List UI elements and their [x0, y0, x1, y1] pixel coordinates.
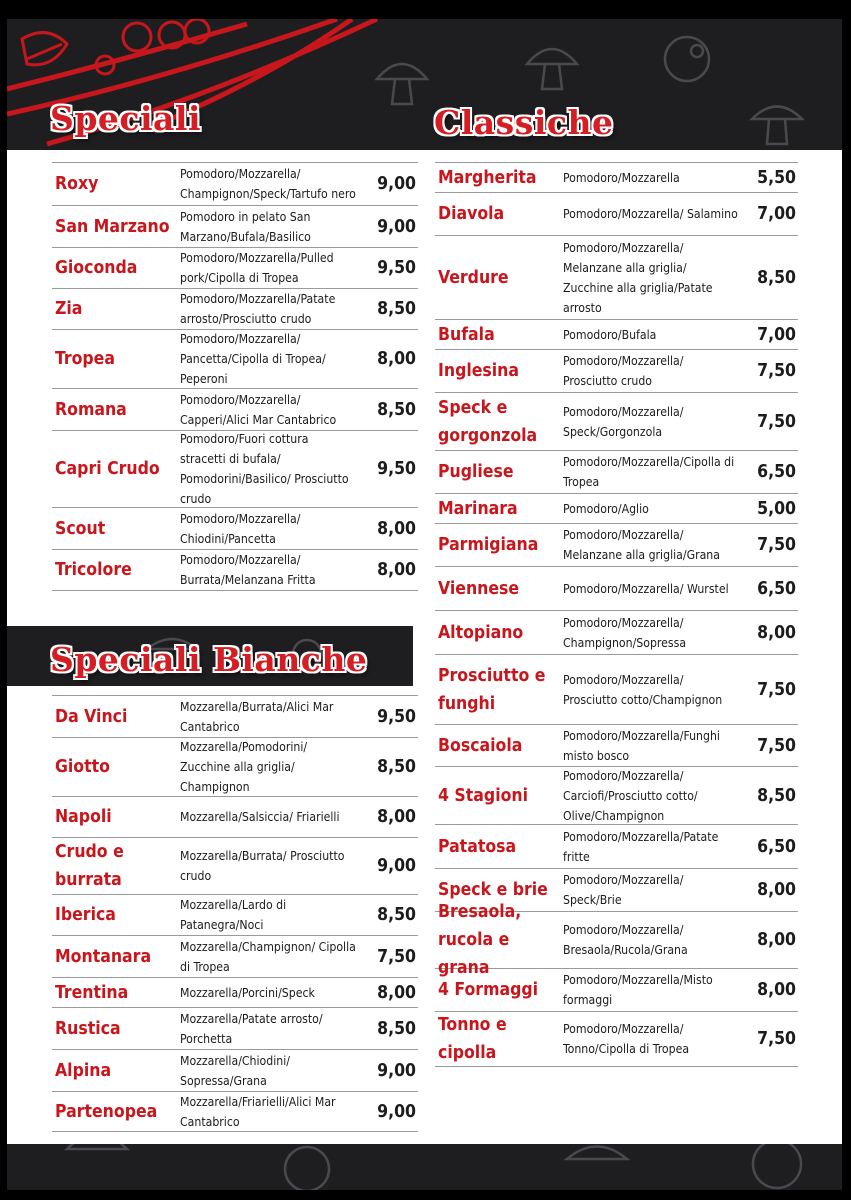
pizza-price: 9,50: [377, 258, 416, 278]
pizza-price: 8,00: [377, 982, 416, 1003]
menu-row: [52, 695, 418, 737]
pizza-name: Tonno e cipolla: [438, 1015, 507, 1063]
pizza-name: Bufala: [438, 324, 495, 345]
pizza-price: 5,00: [757, 498, 796, 519]
pizza-name: Roxy: [55, 174, 99, 194]
pizza-price: 6,50: [757, 836, 796, 857]
menu-row: [52, 247, 418, 288]
pizza-name: Napoli: [55, 807, 112, 827]
speciali-list: [52, 162, 418, 591]
pizza-ingredients: Pomodoro/Mozzarella/ Prosciutto cotto/Champignon: [563, 672, 723, 707]
pizza-ingredients: Pomodoro/Mozzarella/ Speck/Gorgonzola: [563, 404, 684, 439]
pizza-name: Marinara: [438, 498, 518, 519]
pizza-ingredients: Pomodoro/Mozzarella/ Pancetta/Cipolla di Tropea/ Peperoni: [180, 332, 326, 386]
pizza-name: Romana: [55, 399, 127, 420]
menu-row: [52, 1091, 418, 1132]
pizza-name: Giotto: [55, 757, 111, 777]
pizza-ingredients: Pomodoro/Bufala: [563, 327, 657, 342]
pizza-ingredients: Pomodoro/Mozzarella/ Capperi/Alici Mar Cantabrico: [180, 392, 337, 427]
menu-row: [52, 1007, 418, 1049]
menu-row: [435, 610, 798, 654]
pizza-ingredients: Pomodoro/Mozzarella/ Melanzane alla griglia/ Zucchine alla griglia/Patate arrosto: [563, 240, 713, 315]
pizza-name: Boscaiola: [438, 735, 523, 756]
pizza-price: 8,50: [377, 757, 416, 777]
pizza-ingredients: Pomodoro/Mozzarella/Pulled pork/Cipolla di Tropea: [180, 251, 334, 285]
pizza-name: Inglesina: [438, 361, 520, 381]
pizza-ingredients: Pomodoro/Mozzarella/ Carciofi/Prosciutto cotto/ Olive/Champignon: [563, 768, 698, 823]
menu-row: [52, 205, 418, 247]
tomato-slices-icon: [96, 19, 209, 74]
menu-row: [435, 654, 798, 724]
menu-row: [52, 388, 418, 430]
pizza-name: Altopiano: [438, 622, 524, 643]
pizza-price: 8,00: [377, 349, 416, 369]
pizza-name: Gioconda: [55, 258, 138, 278]
pizza-name: Diavola: [438, 204, 505, 224]
pizza-name: Montanara: [55, 946, 152, 967]
menu-row: [52, 507, 418, 549]
pizza-name: Zia: [55, 299, 83, 319]
pizza-ingredients: Pomodoro/Mozzarella/ Prosciutto crudo: [563, 354, 684, 388]
pizza-price: 7,50: [757, 411, 796, 432]
pizza-price: 8,50: [377, 1018, 416, 1039]
pizza-price: 8,00: [377, 807, 416, 827]
pizza-ingredients: Mozzarella/Friarielli/Alici Mar Cantabrico: [180, 1094, 336, 1129]
pizza-ingredients: Mozzarella/Salsiccia/ Friarielli: [180, 810, 340, 824]
pizza-name: Crudo e burrata: [55, 842, 124, 890]
pizza-name: Iberica: [55, 905, 116, 925]
classiche-heading: Classiche: [434, 103, 614, 142]
pizza-name: Tropea: [55, 349, 115, 369]
pizza-name: Viennese: [438, 578, 520, 599]
pizza-price: 9,50: [377, 459, 416, 479]
menu-row: [52, 737, 418, 796]
pizza-ingredients: Pomodoro/Mozzarella/Patate fritte: [563, 829, 719, 864]
pizza-name: Tricolore: [55, 560, 132, 580]
pizza-price: 8,50: [757, 267, 796, 288]
pizza-ingredients: Mozzarella/Burrata/Alici Mar Cantabrico: [180, 699, 334, 734]
pizza-price: 8,00: [377, 560, 416, 580]
pizza-ingredients: Pomodoro/Mozzarella/ Burrata/Melanzana Fritta: [180, 553, 316, 587]
menu-row: [435, 450, 798, 493]
menu-row: [435, 824, 798, 868]
pizza-ingredients: Mozzarella/Pomodorini/ Zucchine alla griglia/ Champignon: [180, 740, 308, 794]
pizza-price: 9,00: [377, 174, 416, 194]
pizza-ingredients: Mozzarella/Lardo di Patanegra/Noci: [180, 898, 287, 932]
menu-row: [52, 894, 418, 935]
pizza-ingredients: Pomodoro/Mozzarella/ Tonno/Cipolla di Tropea: [563, 1022, 690, 1056]
pizza-name: Pugliese: [438, 462, 514, 482]
pizza-name: Rustica: [55, 1018, 121, 1039]
pizza-price: 9,00: [377, 1101, 416, 1122]
pizza-price: 8,00: [757, 930, 796, 950]
menu-row: [52, 837, 418, 894]
menu-row: [435, 523, 798, 566]
pizza-ingredients: Pomodoro/Mozzarella/Misto formaggi: [563, 973, 713, 1007]
pizza-ingredients: Pomodoro in pelato San Marzano/Bufala/Basilico: [180, 209, 311, 244]
pizza-ingredients: Mozzarella/Champignon/ Cipolla di Tropea: [180, 939, 356, 974]
menu-row: [52, 796, 418, 837]
menu-row: [52, 329, 418, 388]
menu-row: [435, 493, 798, 523]
menu-row: [52, 430, 418, 507]
classiche-list: [435, 162, 798, 1067]
pizza-price: 5,50: [757, 167, 796, 188]
pizza-price: 7,50: [377, 946, 416, 967]
pizza-name: Partenopea: [55, 1101, 158, 1122]
menu-row: [435, 1011, 798, 1067]
pizza-ingredients: Pomodoro/Mozzarella/ Speck/Brie: [563, 873, 684, 907]
speciali-heading: Speciali: [50, 99, 201, 138]
pizza-name: Prosciutto e funghi: [438, 665, 546, 714]
pizza-price: 8,50: [757, 785, 796, 806]
pizza-name: Capri Crudo: [55, 459, 160, 479]
pizza-ingredients: Mozzarella/Chiodini/ Sopressa/Grana: [180, 1053, 290, 1088]
menu-row: [52, 288, 418, 329]
pizza-ingredients: Pomodoro/Mozzarella/ Wurstel: [563, 581, 729, 596]
pizza-ingredients: Mozzarella/Burrata/ Prosciutto crudo: [180, 849, 345, 883]
pizza-ingredients: Pomodoro/Fuori cottura stracetti di bufala/ Pomodorini/Basilico/ Prosciutto crudo: [180, 432, 349, 506]
menu-row: [435, 319, 798, 349]
menu-row: [52, 162, 418, 205]
pizza-name: Scout: [55, 518, 106, 539]
pizza-name: Alpina: [55, 1060, 112, 1081]
pizza-name: Trentina: [55, 982, 129, 1003]
pizza-name: Verdure: [438, 267, 509, 288]
pizza-price: 8,00: [757, 622, 796, 643]
bianche-heading: Speciali Bianche: [50, 640, 368, 679]
pizza-price: 7,50: [757, 361, 796, 381]
pizza-name: Speck e brie: [438, 880, 548, 900]
pizza-ingredients: Pomodoro/Mozzarella/Funghi misto bosco: [563, 728, 720, 763]
pizza-price: 8,50: [377, 299, 416, 319]
pizza-ingredients: Pomodoro/Mozzarella/ Chiodini/Pancetta: [180, 511, 301, 546]
pizza-price: 7,50: [757, 1029, 796, 1049]
bianche-list: [52, 695, 418, 1132]
pizza-price: 6,50: [757, 578, 796, 599]
pizza-price: 9,00: [377, 216, 416, 237]
pizza-price: 9,00: [377, 856, 416, 876]
menu-row: [435, 392, 798, 450]
pizza-price: 7,00: [757, 324, 796, 345]
pizza-price: 8,50: [377, 399, 416, 420]
menu-row: [435, 566, 798, 610]
pizza-price: 9,00: [377, 1060, 416, 1081]
menu-page: [7, 19, 842, 1190]
pizza-ingredients: Pomodoro/Mozzarella/ Melanzane alla griglia/Grana: [563, 528, 720, 562]
pizza-name: 4 Stagioni: [438, 785, 529, 806]
pizza-name: Bresaola, rucola e grana: [438, 902, 522, 978]
menu-row: [435, 724, 798, 766]
pizza-ingredients: Pomodoro/Mozzarella/ Bresaola/Rucola/Grana: [563, 923, 688, 957]
menu-row: [435, 766, 798, 824]
pizza-ingredients: Mozzarella/Porcini/Speck: [180, 985, 315, 1000]
pizza-ingredients: Pomodoro/Mozzarella/ Champignon/Speck/Tartufo nero: [180, 167, 356, 201]
pizza-ingredients: Pomodoro/Aglio: [563, 501, 649, 516]
pizza-price: 9,50: [377, 706, 416, 727]
pizza-ingredients: Pomodoro/Mozzarella/ Salamino: [563, 207, 738, 221]
menu-row: [52, 977, 418, 1007]
pizza-name: San Marzano: [55, 216, 170, 237]
pizza-ingredients: Mozzarella/Patate arrosto/ Porchetta: [180, 1011, 323, 1046]
menu-row: [52, 935, 418, 977]
pizza-name: Da Vinci: [55, 706, 128, 727]
menu-row: [435, 192, 798, 235]
pizza-price: 7,50: [757, 735, 796, 756]
pizza-ingredients: Pomodoro/Mozzarella: [563, 170, 680, 185]
menu-row: [52, 549, 418, 591]
pizza-price: 7,00: [757, 204, 796, 224]
pizza-price: 8,00: [757, 980, 796, 1000]
menu-row: [435, 902, 798, 978]
pizza-ingredients: Pomodoro/Mozzarella/Cipolla di Tropea: [563, 455, 735, 489]
menu-row: [435, 162, 798, 192]
pizza-name: Parmigiana: [438, 535, 539, 555]
pizza-price: 8,50: [377, 905, 416, 925]
menu-row: [52, 1049, 418, 1091]
pizza-name: Speck e gorgonzola: [438, 397, 538, 446]
pizza-price: 8,00: [377, 518, 416, 539]
pizza-name: 4 Formaggi: [438, 980, 539, 1000]
pizza-ingredients: Pomodoro/Mozzarella/Patate arrosto/Prosciutto crudo: [180, 292, 336, 326]
basil-leaf-icon: [22, 33, 67, 65]
menu-row: [435, 349, 798, 392]
pizza-price: 7,50: [757, 535, 796, 555]
pizza-name: Patatosa: [438, 836, 517, 857]
pizza-price: 8,00: [757, 880, 796, 900]
pizza-price: 7,50: [757, 679, 796, 700]
pizza-ingredients: Pomodoro/Mozzarella/ Champignon/Sopressa: [563, 615, 687, 650]
menu-row: [435, 235, 798, 319]
pizza-name: Margherita: [438, 167, 537, 188]
pizza-price: 6,50: [757, 462, 796, 482]
